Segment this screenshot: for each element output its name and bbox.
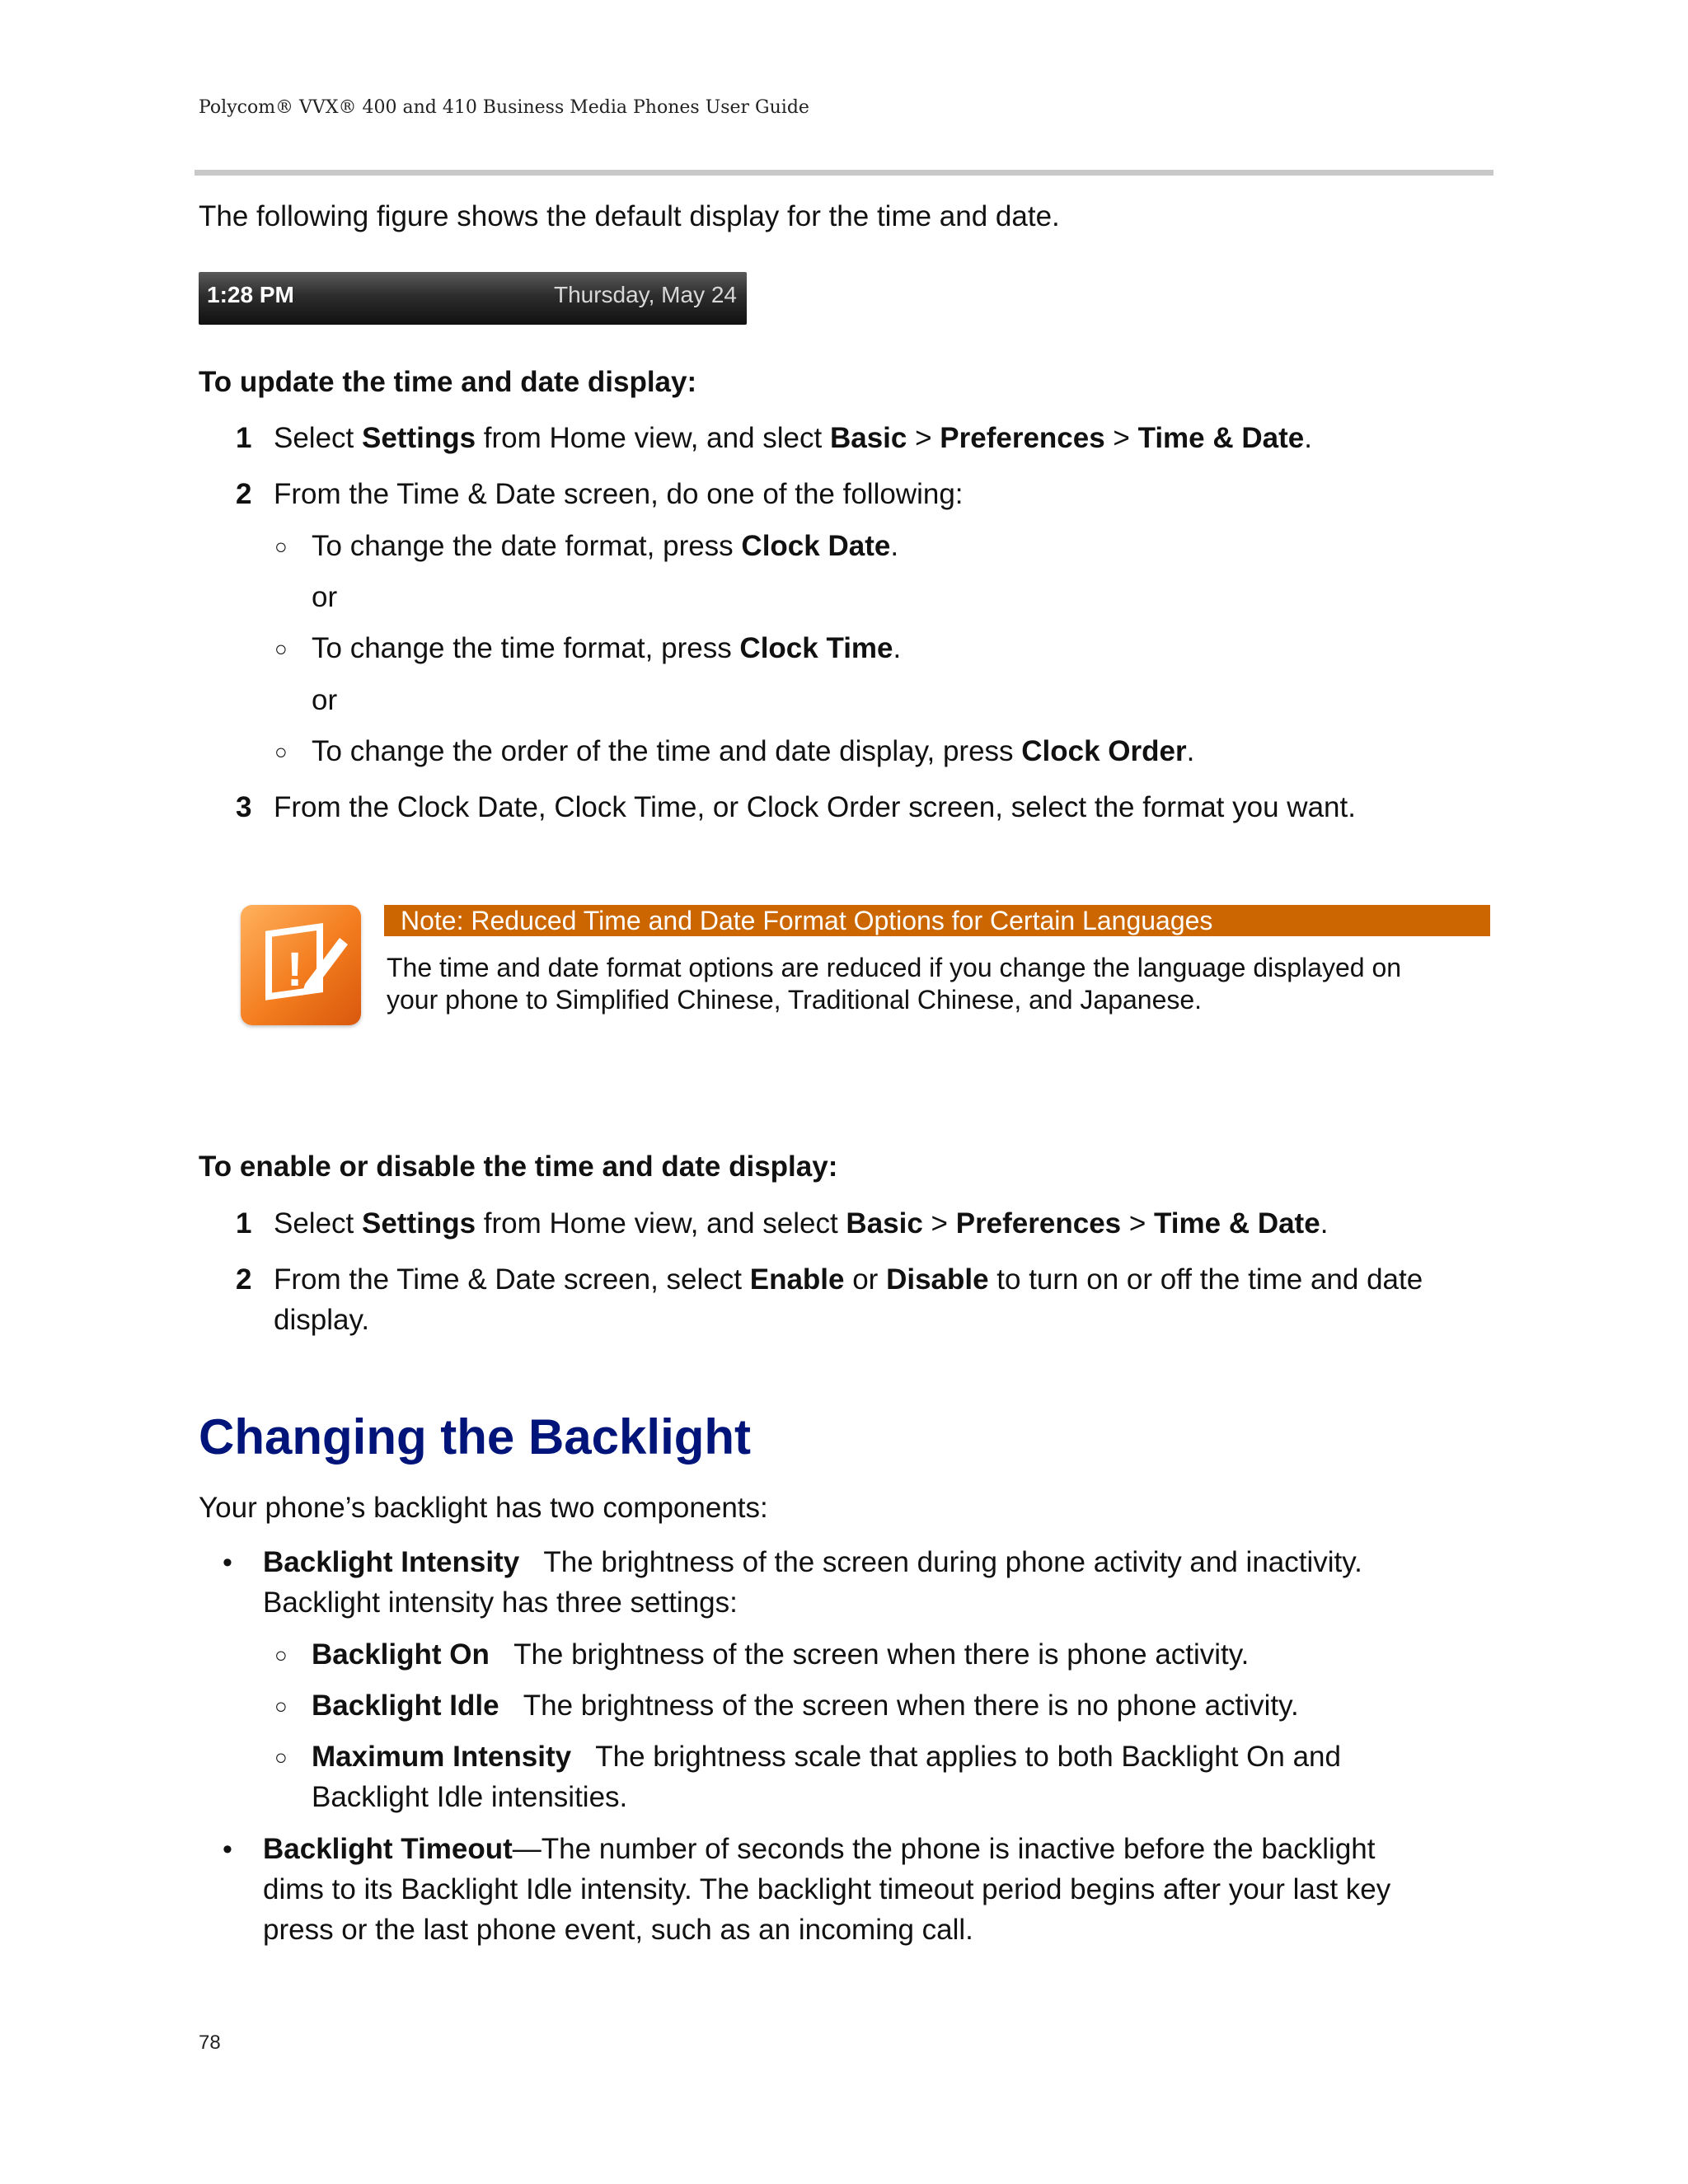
maximum-intensity-item: Maximum Intensity The brightness scale that applies to both Backlight On and (312, 1741, 1341, 1773)
backlight-timeout-cont: press or the last phone event, such as an incoming call. (263, 1914, 973, 1946)
or-text: or (312, 684, 338, 716)
page-number: 78 (199, 2032, 221, 2054)
bullet-icon: • (223, 1834, 232, 1865)
update-step1-number: 1 (236, 422, 252, 454)
enable-step2-cont: display. (274, 1304, 370, 1336)
backlight-intensity-cont: Backlight intensity has three settings: (263, 1586, 738, 1619)
enable-heading: To enable or disable the time and date display: (199, 1151, 838, 1183)
update-sub2: To change the time format, press Clock Time. (312, 632, 902, 664)
update-step1: Select Settings from Home view, and slect Basic > Preferences > Time & Date. (274, 422, 1312, 454)
update-step2: From the Time & Date screen, do one of the following: (274, 478, 964, 510)
svg-text:!: ! (287, 943, 303, 996)
intro-text: The following figure shows the default display for the time and date. (199, 200, 1060, 232)
sub-bullet-icon: ○ (274, 739, 288, 764)
backlight-timeout-cont: dims to its Backlight Idle intensity. The backlight timeout period begins after your last key (263, 1873, 1391, 1905)
backlight-intensity-item: Backlight Intensity The brightness of the screen during phone activity and inactivity. (263, 1546, 1362, 1578)
enable-step2: From the Time & Date screen, select Enable or Disable to turn on or off the time and date (274, 1263, 1423, 1296)
clock-display-figure (199, 272, 747, 325)
enable-step2-number: 2 (236, 1263, 252, 1296)
sub-bullet-icon: ○ (274, 1643, 288, 1667)
backlight-intro: Your phone’s backlight has two components: (199, 1492, 768, 1524)
update-sub3: To change the order of the time and date display, press Clock Order. (312, 735, 1195, 767)
maximum-intensity-cont: Backlight Idle intensities. (312, 1781, 628, 1813)
update-step3-number: 3 (236, 791, 252, 823)
enable-step1: Select Settings from Home view, and select Basic > Preferences > Time & Date. (274, 1207, 1329, 1240)
clock-date: Thursday, May 24 (553, 282, 737, 307)
backlight-idle-item: Backlight Idle The brightness of the screen when there is no phone activity. (312, 1690, 1299, 1722)
backlight-timeout-item: Backlight Timeout—The number of seconds the phone is inactive before the backlight (263, 1833, 1376, 1865)
note-body: The time and date format options are reduced if you change the language displayed on your phone to Simplified Chinese, Traditional Chinese, and Japanese. (387, 953, 1402, 1015)
bullet-icon: • (223, 1547, 232, 1578)
update-step3: From the Clock Date, Clock Time, or Clock Order screen, select the format you want. (274, 791, 1356, 823)
note-title-bar (384, 905, 1490, 936)
or-text: or (312, 581, 338, 613)
sub-bullet-icon: ○ (274, 1745, 288, 1769)
header-rule (195, 170, 1493, 176)
note-title: Note: Reduced Time and Date Format Options for Certain Languages (401, 906, 1213, 935)
sub-bullet-icon: ○ (274, 1694, 288, 1718)
update-step2-number: 2 (236, 478, 252, 510)
section-heading: Changing the Backlight (199, 1409, 752, 1465)
enable-step1-number: 1 (236, 1207, 252, 1240)
update-sub1: To change the date format, press Clock Date. (312, 530, 899, 562)
update-heading: To update the time and date display: (199, 366, 697, 398)
sub-bullet-icon: ○ (274, 636, 288, 661)
clock-time: 1:28 PM (207, 282, 294, 307)
backlight-on-item: Backlight On The brightness of the screen when there is phone activity. (312, 1638, 1250, 1671)
note-icon (241, 905, 361, 1025)
sub-bullet-icon: ○ (274, 534, 288, 559)
running-header: Polycom® VVX® 400 and 410 Business Media Phones User Guide (199, 97, 809, 118)
